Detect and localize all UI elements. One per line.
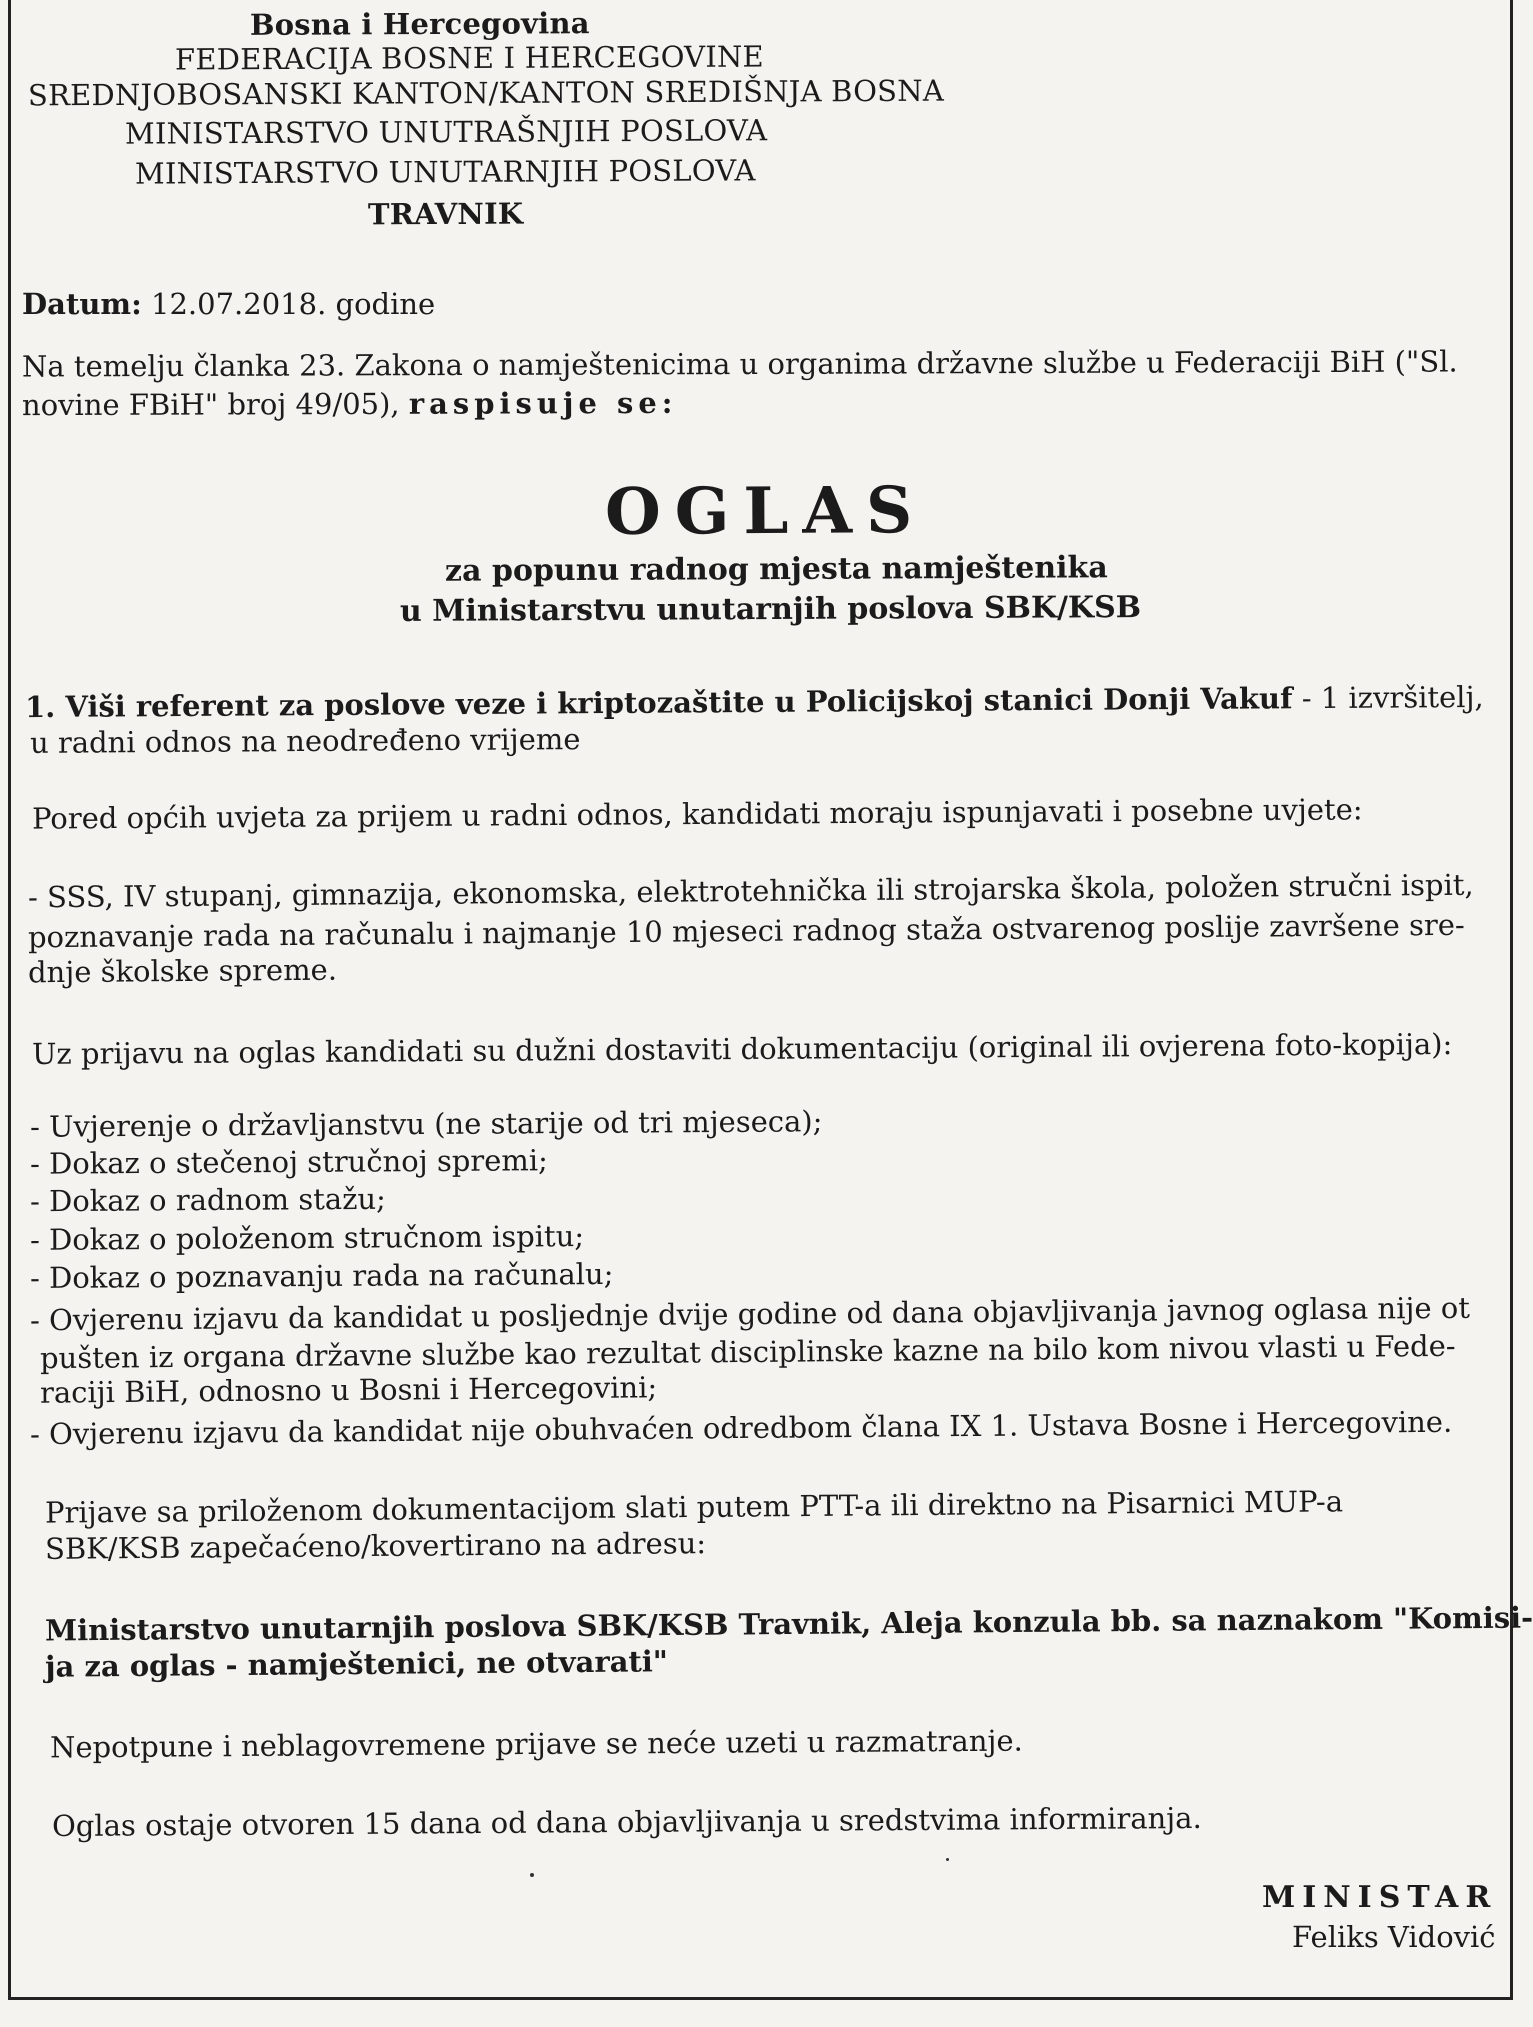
documents-item: - Dokaz o poznavanju rada na računalu; xyxy=(29,1256,614,1296)
header-canton: SREDNJOBOSANSKI KANTON/KANTON SREDIŠNJA BOSNA xyxy=(27,73,945,113)
date-line xyxy=(22,287,436,321)
intro-legal-ref: novine FBiH" broj 49/05), xyxy=(21,386,400,423)
conditions-intro: Pored općih uvjeta za prijem u radni odnos, kandidati moraju ispunjavati i posebne uvjete: xyxy=(31,792,1363,836)
submission-address-1: Ministarstvo unutarnjih poslova SBK/KSB Travnik, Aleja konzula bb. sa naznakom "Komisi- xyxy=(44,1600,1533,1648)
documents-item: - Ovjerenu izjavu da kandidat u posljednje dvije godine od dana objavljivanja javnog oglasa nije ot xyxy=(29,1290,1471,1338)
announcement-subtitle-1: za popunu radnog mjesta namještenika xyxy=(444,550,1108,589)
submission-line-1: Prijave sa priloženom dokumentacijom slati putem PTT-a ili direktno na Pisarnici MUP-a xyxy=(44,1484,1344,1530)
signature-name: Feliks Vidović xyxy=(1292,1920,1496,1954)
conditions-line-3: dnje školske spreme. xyxy=(27,952,338,990)
header-ministry-1: MINISTARSTVO UNUTRAŠNJIH POSLOVA xyxy=(124,113,768,151)
documents-item: raciji BiH, odnosno u Bosni i Hercegovini; xyxy=(39,1370,658,1410)
header-country: Bosna i Hercegovina xyxy=(249,6,590,42)
intro-announced: raspisuje se: xyxy=(408,385,678,421)
scan-speck xyxy=(946,1858,949,1861)
note-incomplete: Nepotpune i neblagovremene prijave se neće uzeti u razmatranje. xyxy=(49,1723,1023,1765)
header-city: TRAVNIK xyxy=(367,196,524,232)
documents-intro: Uz prijavu na oglas kandidati su dužni dostaviti dokumentaciju (original ili ovjerena foto-kopija): xyxy=(31,1027,1453,1071)
documents-item: - Dokaz o radnom stažu; xyxy=(29,1181,387,1219)
announcement-subtitle-2: u Ministarstvu unutarnjih poslova SBK/KSB xyxy=(399,590,1142,629)
date-label: Datum: xyxy=(22,287,142,321)
scan-speck xyxy=(530,1873,534,1877)
documents-item: - Dokaz o stečenoj stručnoj spremi; xyxy=(29,1143,549,1181)
position-line-2: u radni odnos na neodređeno vrijeme xyxy=(29,722,581,760)
documents-item: - Dokaz o položenom stručnom ispitu; xyxy=(29,1219,585,1257)
header-ministry-2: MINISTARSTVO UNUTARNJIH POSLOVA xyxy=(134,153,756,191)
note-open-period: Oglas ostaje otvoren 15 dana od dana objavljivanja u sredstvima informiranja. xyxy=(51,1800,1202,1844)
documents-item: - Ovjerenu izjavu da kandidat nije obuhvaćen odredbom člana IX 1. Ustava Bosne i Hercegovine. xyxy=(29,1404,1453,1452)
announcement-title: OGLAS xyxy=(604,473,927,550)
position-count: - 1 izvršitelj, xyxy=(1292,679,1484,716)
documents-item: - Uvjerenje o državljanstvu (ne starije od tri mjeseca); xyxy=(29,1104,823,1144)
signature-title: MINISTAR xyxy=(1262,1880,1498,1915)
submission-address-2: ja za oglas - namještenici, ne otvarati" xyxy=(44,1644,669,1684)
conditions-line-1: - SSS, IV stupanj, gimnazija, ekonomska, elektrotehnička ili strojarska škola, položen stručni ispit, xyxy=(27,867,1474,915)
header-federation: FEDERACIJA BOSNE I HERCEGOVINE xyxy=(174,39,764,77)
submission-line-2: SBK/KSB zapečaćeno/kovertirano na adresu: xyxy=(44,1526,707,1566)
documents-item: pušten iz organa državne službe kao rezultat disciplinske kazne na bilo kom nivou vlasti u Fede- xyxy=(39,1328,1456,1376)
conditions-line-2: poznavanje rada na računalu i najmanje 10 mjeseci radnog staža ostvarenog poslije završene sre- xyxy=(27,907,1465,955)
intro-line-1: Na temelju članka 23. Zakona o namještenicima u organima državne službe u Federaciji BiH ("Sl. xyxy=(21,344,1458,384)
date-value: 12.07.2018. godine xyxy=(151,287,436,321)
intro-line-2 xyxy=(21,385,678,423)
position-title: 1. Viši referent za poslove veze i kriptozaštite u Policijskoj stanici Donji Vakuf xyxy=(24,681,1293,725)
